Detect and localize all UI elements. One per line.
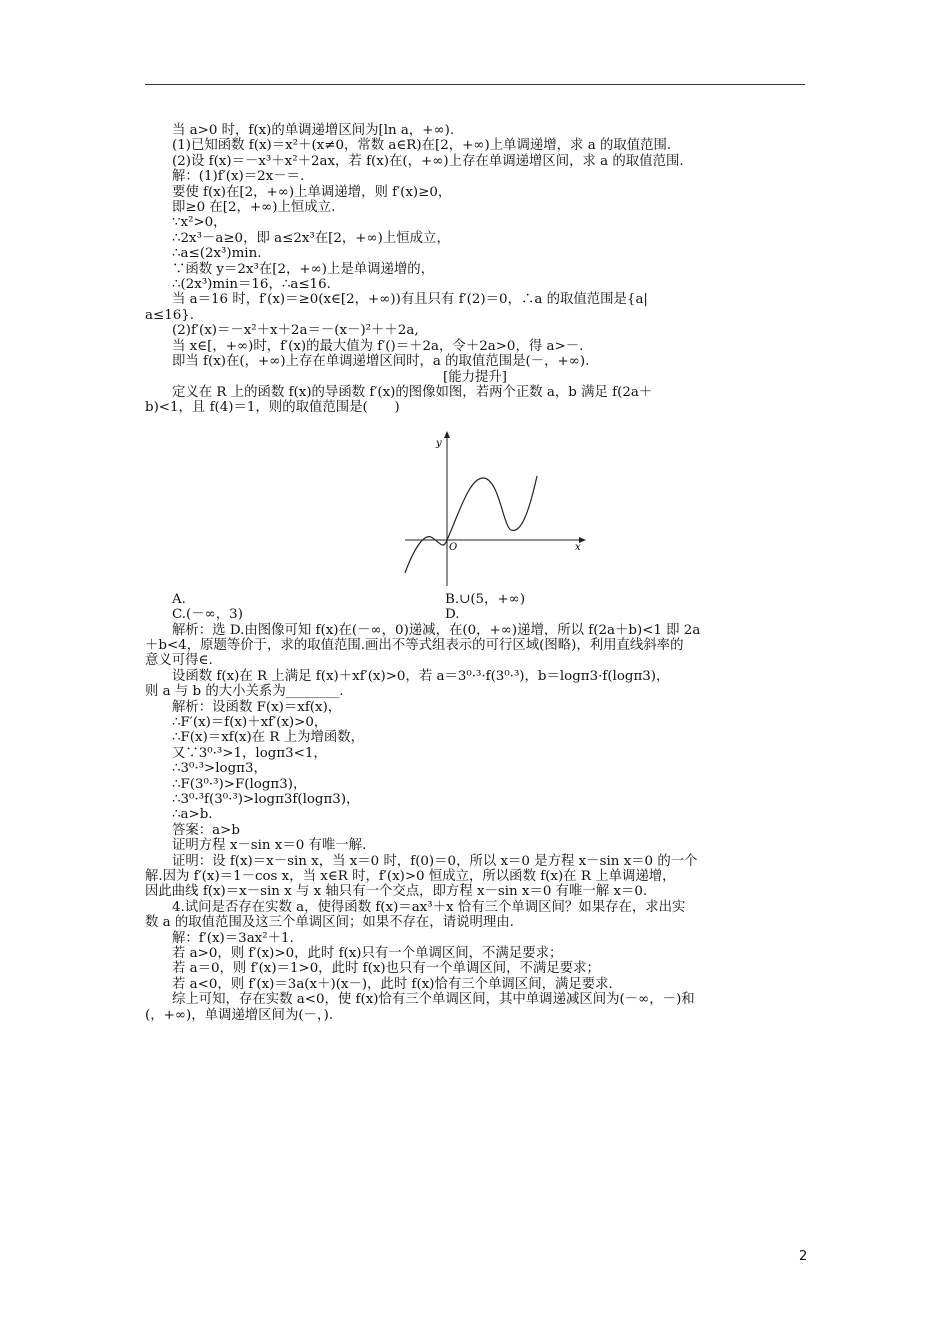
text-line: ∴F′(x)＝f(x)＋xf′(x)>0， bbox=[172, 714, 328, 730]
text-line: 又∵3⁰·³>1，logπ3<1， bbox=[172, 745, 327, 761]
document-body bbox=[145, 123, 805, 1023]
text-line: 若 a<0，则 f′(x)＝3a(x＋)(x－)，此时 f(x)恰有三个单调区间，满足要求. bbox=[172, 976, 613, 992]
text-line: 证明方程 x－sin x＝0 有唯一解. bbox=[172, 838, 367, 854]
header-rule bbox=[145, 84, 805, 85]
text-line: (，+∞)，单调递增区间为(－，). bbox=[145, 1007, 334, 1023]
text-line: a≤16}. bbox=[145, 307, 195, 323]
text-line: 解：f′(x)＝3ax²＋1. bbox=[172, 930, 294, 946]
text-line: 若 a>0，则 f′(x)>0，此时 f(x)只有一个单调区间，不满足要求； bbox=[172, 946, 563, 962]
text-line: ∴a>b. bbox=[172, 807, 213, 823]
option-d: D. bbox=[445, 607, 460, 623]
derivative-graph bbox=[145, 416, 805, 592]
options-row bbox=[145, 607, 805, 622]
option-a: A. bbox=[172, 591, 186, 607]
text-line: 意义可得∈. bbox=[145, 653, 213, 669]
text-line: ∵函数 y＝2x³在[2，+∞)上是单调递增的， bbox=[172, 261, 435, 277]
text-line: ∴(2x³)min＝16，∴a≤16. bbox=[172, 277, 331, 293]
option-c: C.(－∞，3) bbox=[172, 607, 243, 623]
text-line: (2)f′(x)＝－x²＋x＋2a＝－(x－)²＋＋2a, bbox=[172, 323, 419, 339]
text-line: 当 x∈[，+∞)时，f′(x)的最大值为 f′()＝＋2a，令＋2a>0，得 a>－. bbox=[172, 338, 584, 354]
text-line: ∴F(3⁰·³)>F(logπ3)， bbox=[172, 776, 307, 792]
text-line: 答案：a>b bbox=[172, 822, 240, 838]
text-line: 要使 f(x)在[2，+∞)上单调递增，则 f′(x)≥0， bbox=[172, 184, 452, 200]
text-line: ∴3⁰·³>logπ3， bbox=[172, 761, 267, 777]
text-line: 当 a>0 时，f(x)的单调递增区间为[ln a，+∞). bbox=[172, 123, 455, 138]
text-line: 解析：选 D.由图像可知 f(x)在(－∞，0)递减，在(0，+∞)递增，所以 f(2a＋b)<1 即 2a bbox=[172, 622, 701, 638]
text-line: 证明：设 f(x)＝x－sin x，当 x＝0 时，f(0)＝0，所以 x＝0 是方程 x－sin x＝0 的一个 bbox=[172, 853, 698, 869]
section-heading: [能力提升] bbox=[442, 369, 507, 385]
text-line: 4.试问是否存在实数 a，使得函数 f(x)＝ax³＋x 恰有三个单调区间？如果存在，求出实 bbox=[172, 899, 686, 915]
text-line: 定义在 R 上的函数 f(x)的导函数 f′(x)的图像如图，若两个正数 a，b 满足 f(2a＋ bbox=[172, 384, 653, 400]
text-line: ∴2x³－a≥0，即 a≤2x³在[2，+∞)上恒成立， bbox=[172, 230, 450, 246]
y-axis-arrow-icon bbox=[444, 431, 450, 438]
text-line: ∵x²>0， bbox=[172, 215, 227, 231]
text-line: 设函数 f(x)在 R 上满足 f(x)＋xf′(x)>0，若 a＝3⁰·³·f(3⁰·³)，b＝logπ3·f(logπ3)， bbox=[172, 668, 670, 684]
text-line: 即当 f(x)在(，+∞)上存在单调递增区间时，a 的取值范围是(－，+∞). bbox=[172, 354, 590, 370]
option-b: B.∪(5，+∞) bbox=[445, 591, 526, 607]
text-line: (1)已知函数 f(x)＝x²＋(x≠0，常数 a∈R)在[2，+∞)上单调递增，求 a 的取值范围. bbox=[172, 138, 672, 154]
options-row bbox=[145, 592, 805, 607]
text-line: ∴a≤(2x³)min. bbox=[172, 246, 262, 262]
text-line: (2)设 f(x)＝－x³＋x²＋2ax，若 f(x)在(，+∞)上存在单调递增区间，求 a 的取值范围. bbox=[172, 153, 684, 169]
text-line: 当 a＝16 时，f′(x)＝≥0(x∈[2，+∞))有且只有 f′(2)＝0，∴a 的取值范围是{a| bbox=[172, 292, 648, 308]
text-line: 解.因为 f′(x)＝1－cos x，当 x∈R 时，f′(x)>0 恒成立，所以函数 f(x)在 R 上单调递增， bbox=[145, 869, 676, 885]
derivative-curve bbox=[405, 476, 537, 573]
text-line: 则 a 与 b 的大小关系为________. bbox=[145, 684, 344, 700]
y-axis-label: y bbox=[436, 437, 442, 449]
page-number: 2 bbox=[799, 1249, 808, 1264]
x-axis-label: x bbox=[575, 541, 581, 553]
text-line: 综上可知，存在实数 a<0，使 f(x)恰有三个单调区间，其中单调递减区间为(－∞，－)和 bbox=[172, 992, 695, 1008]
text-line: ＋b<4，原题等价于，求的取值范围.画出不等式组表示的可行区域(图略)，利用直线斜率的 bbox=[145, 637, 684, 653]
text-line: b)<1，且 f(4)＝1，则的取值范围是( ) bbox=[145, 400, 400, 416]
origin-label: O bbox=[449, 541, 458, 553]
text-line: 数 a 的取值范围及这三个单调区间；如果不存在，请说明理由. bbox=[145, 915, 514, 931]
text-line: 即≥0 在[2，+∞)上恒成立. bbox=[172, 200, 336, 216]
text-line: ∴3⁰·³f(3⁰·³)>logπ3f(logπ3)， bbox=[172, 792, 360, 807]
text-line: 解析：设函数 F(x)＝xf(x)， bbox=[172, 699, 342, 715]
text-line: ∴F(x)＝xf(x)在 R 上为增函数， bbox=[172, 730, 365, 746]
text-line: 解：(1)f′(x)＝2x－＝. bbox=[172, 169, 305, 185]
text-line: 若 a＝0，则 f′(x)＝1>0，此时 f(x)也只有一个单调区间，不满足要求； bbox=[172, 961, 600, 977]
text-line: 因此曲线 f(x)＝x－sin x 与 x 轴只有一个交点，即方程 x－sin x＝0 有唯一解 x＝0. bbox=[145, 884, 648, 900]
derivative-graph-svg bbox=[403, 416, 593, 592]
